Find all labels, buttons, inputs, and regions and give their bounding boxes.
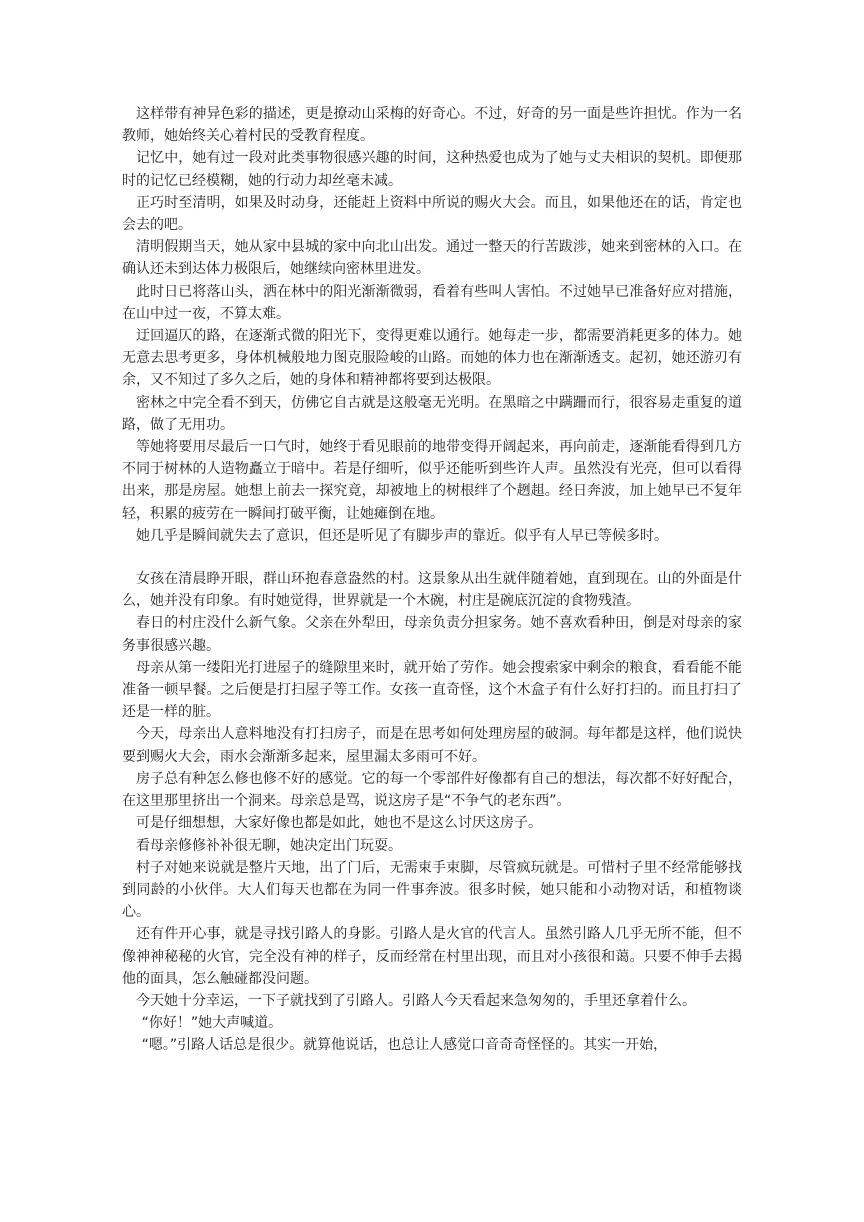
paragraph: 看母亲修修补补很无聊，她决定出门玩耍。 xyxy=(136,837,402,854)
paragraph: 密林之中完全看不到天，仿佛它自古就是这般毫无光明。在黑暗之中蹒跚而行，很容易走重复的道路，做了无用功。 xyxy=(122,394,742,433)
section-break xyxy=(122,547,742,568)
paragraph: 房子总有种怎么修也修不好的感觉。它的每一个零部件好像都有自己的想法，每次都不好好配合，在这里那里挤出一个洞来。母亲总是骂，说这房子是“不争气的老东西”。 xyxy=(122,770,742,810)
paragraph: 记忆中，她有过一段对此类事物很感兴趣的时间，这种热爱也成为了她与丈夫相识的契机。即便那时的记忆已经模糊，她的行动力却丝毫未减。 xyxy=(122,150,742,189)
document-page xyxy=(122,103,742,1057)
paragraph: 正巧时至清明，如果及时动身，还能赶上资料中所说的赐火大会。而且，如果他还在的话，肯定也会去的吧。 xyxy=(122,194,742,234)
paragraph: 这样带有神异色彩的描述，更是撩动山采梅的好奇心。不过，好奇的另一面是些许担忧。作为一名教师，她始终关心着村民的受教育程度。 xyxy=(122,106,742,145)
paragraph: 可是仔细想想，大家好像也都是如此，她也不是这么讨厌这房子。 xyxy=(136,815,542,832)
paragraph: 母亲从第一缕阳光打进屋子的缝隙里来时，就开始了劳作。她会搜索家中剩余的粮食，看看能不能准备一顿早餐。之后便是打扫屋子等工作。女孩一直奇怪，这个木盒子有什么好打扫的。而且打扫了还是一样的脏。 xyxy=(122,659,742,721)
paragraph: 她几乎是瞬间就失去了意识，但还是听见了有脚步声的靠近。似乎有人早已等候多时。 xyxy=(136,527,668,544)
dialogue-line: “嗯。”引路人话总是很少。就算他说话，也总让人感觉口音奇奇怪怪的。其实一开始， xyxy=(141,1037,668,1054)
paragraph: 此时日已将落山头，洒在林中的阳光渐渐微弱，看着有些叫人害怕。不过她早已准备好应对措施，在山中过一夜，不算太难。 xyxy=(122,283,742,322)
paragraph: 今天她十分幸运，一下子就找到了引路人。引路人今天看起来急匆匆的，手里还拿着什么。 xyxy=(136,992,696,1009)
dialogue-line: “你好！”她大声喊道。 xyxy=(141,1015,283,1032)
paragraph: 村子对她来说就是整片天地，出了门后，无需束手束脚，尽管疯玩就是。可惜村子里不经常能够找到同龄的小伙伴。大人们每天也都在为同一件事奔波。很多时候，她只能和小动物对话，和植物谈心。 xyxy=(122,859,742,921)
paragraph: 今天，母亲出人意料地没有打扫房子，而是在思考如何处理房屋的破洞。每年都是这样，他们说快要到赐火大会，雨水会渐渐多起来，屋里漏太多雨可不好。 xyxy=(122,726,742,765)
paragraph: 还有件开心事，就是寻找引路人的身影。引路人是火官的代言人。虽然引路人几乎无所不能，但不像神神秘秘的火官，完全没有神的样子，反而经常在村里出现，而且对小孩很和蔼。只要不伸手去揭他的面具，怎么触碰都没问题。 xyxy=(122,926,742,987)
paragraph: 春日的村庄没什么新气象。父亲在外犁田，母亲负责分担家务。她不喜欢看种田，倒是对母亲的家务事很感兴趣。 xyxy=(122,615,742,654)
paragraph: 清明假期当天，她从家中县城的家中向北山出发。通过一整天的行苦跋涉，她来到密林的入口。在确认还未到达体力极限后，她继续向密林里进发。 xyxy=(122,239,742,278)
paragraph: 等她将要用尽最后一口气时，她终于看见眼前的地带变得开阔起来，再向前走，逐渐能看得到几方不同于树林的人造物矗立于暗中。若是仔细听，似乎还能听到些许人声。虽然没有光亮，但可以看得出来，那是房屋。她想上前去一探究竟，却被地上的树根绊了个趔趄。经日奔波，加上她早已不复年轻，积累的疲劳在一瞬间打破平衡，让她瘫倒在地。 xyxy=(122,439,742,522)
paragraph: 女孩在清晨睁开眼，群山环抱春意盎然的村。这景象从出生就伴随着她，直到现在。山的外面是什么，她并没有印象。有时她觉得，世界就是一个木碗，村庄是碗底沉淀的食物残渣。 xyxy=(122,571,742,610)
paragraph: 迂回逼仄的路，在逐渐式微的阳光下，变得更难以通行。她每走一步，都需要消耗更多的体力。她无意去思考更多，身体机械般地力图克服险峻的山路。而她的体力也在渐渐透支。起初，她还游刃有余，又不知过了多久之后，她的身体和精神都将要到达极限。 xyxy=(122,328,742,389)
